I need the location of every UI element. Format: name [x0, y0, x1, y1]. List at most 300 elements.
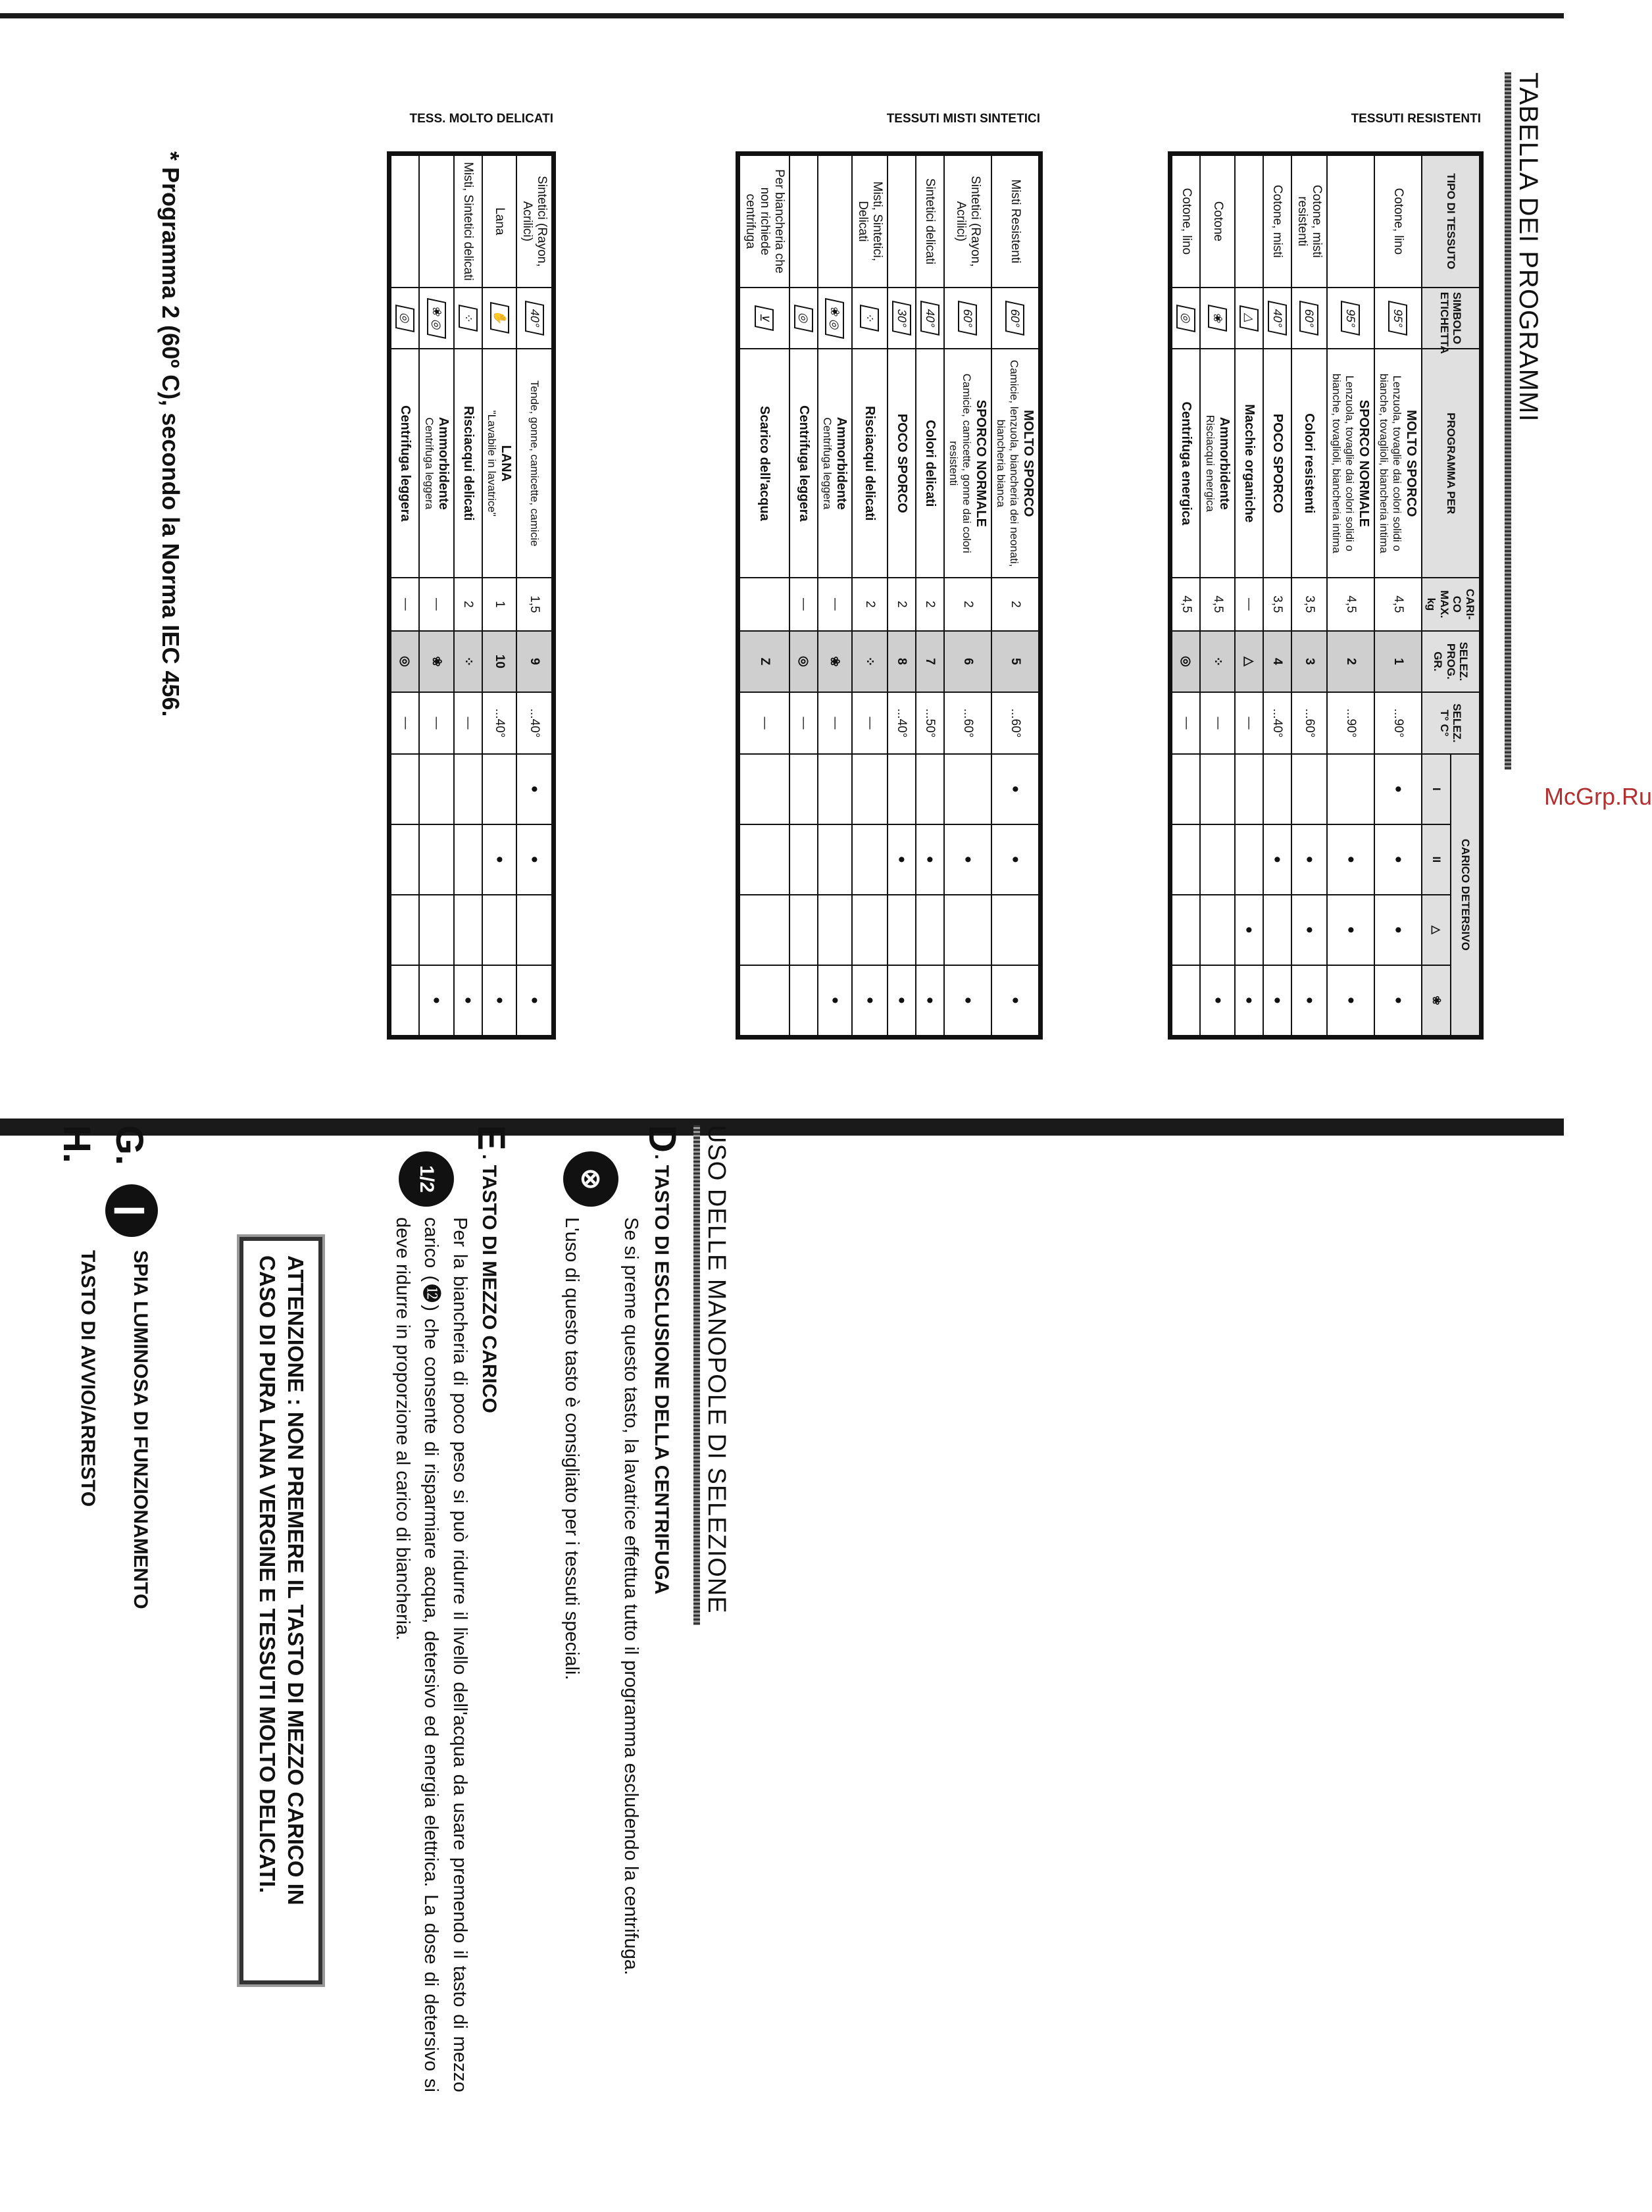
fabric-type-cell: Sintetici (Rayon, Acrilici) — [516, 155, 552, 288]
program-number-cell: ⁘ — [852, 631, 888, 693]
wash-symbol-icon: 40° — [1268, 301, 1287, 336]
program-title: SPORCO NORMALE — [973, 399, 988, 527]
wash-symbol-icon: 95° — [1341, 301, 1360, 336]
wash-symbol-icon: 60° — [958, 301, 977, 336]
fabric-type-cell: Sintetici delicati — [916, 155, 944, 288]
detergent-mark: ● — [482, 965, 517, 1036]
detergent-mark — [818, 754, 853, 824]
program-number-cell: 3 — [1291, 631, 1327, 693]
detergent-mark — [852, 754, 888, 824]
wash-symbol-icon: ◎ — [1176, 305, 1195, 332]
program-description: "Lavabile in lavatrice" — [486, 410, 499, 516]
detergent-mark — [739, 824, 789, 895]
detergent-mark: ● — [1200, 965, 1235, 1036]
wash-symbol-icon: ◎ — [395, 305, 414, 332]
max-load-cell: — — [789, 578, 818, 630]
label-symbol-cell — [1263, 288, 1291, 349]
max-load-cell: 2 — [916, 578, 944, 630]
section-label: TESSUTI MISTI SINTETICI — [886, 112, 1040, 126]
fabric-type-cell — [888, 155, 916, 288]
detergent-mark — [1263, 895, 1291, 965]
section-h-letter: H. — [55, 1125, 98, 1163]
table-row — [1172, 155, 1200, 1036]
wash-symbol-icon: 60° — [1005, 301, 1024, 336]
table-row — [944, 155, 991, 1036]
program-number-cell: 6 — [944, 631, 991, 693]
max-load-cell: 4,5 — [1200, 578, 1235, 630]
temperature-cell: ...90° — [1374, 692, 1422, 754]
table-row — [818, 155, 853, 1036]
detergent-mark — [789, 965, 818, 1036]
temperature-cell: ...40° — [1263, 692, 1291, 754]
programs-title: TABELLA DEI PROGRAMMI — [1514, 72, 1543, 422]
temperature-cell: — — [818, 692, 853, 754]
detergent-mark: ● — [1327, 895, 1374, 965]
detergent-mark: ● — [991, 754, 1039, 824]
program-number-cell: 10 — [482, 631, 517, 693]
detergent-mark — [739, 895, 789, 965]
detergent-mark: ● — [916, 965, 944, 1036]
temperature-cell: ...40° — [516, 692, 552, 754]
detergent-mark — [1200, 895, 1235, 965]
detergent-mark — [1235, 824, 1263, 895]
fabric-type-cell — [1235, 155, 1263, 288]
wash-symbol-icon: 95° — [1388, 301, 1407, 336]
table-row — [739, 155, 789, 1036]
title-underline — [1505, 72, 1511, 770]
program-cell — [454, 349, 482, 578]
program-cell — [1172, 349, 1200, 578]
temperature-cell: — — [789, 692, 818, 754]
detergent-mark — [419, 824, 454, 895]
program-cell — [818, 349, 853, 578]
table-row — [454, 155, 482, 1036]
program-number-cell: 9 — [516, 631, 552, 693]
detergent-mark: ● — [1374, 895, 1422, 965]
program-cell — [888, 349, 916, 578]
program-description: Tende, gonne, camicette, camicie — [528, 380, 541, 547]
temperature-cell: — — [1172, 692, 1200, 754]
temperature-cell: ...40° — [888, 692, 916, 754]
section-g-letter: G. — [108, 1125, 151, 1166]
max-load-cell: 3,5 — [1263, 578, 1291, 630]
detergent-mark: ● — [1291, 965, 1327, 1036]
table-header: ❀ — [1422, 965, 1451, 1036]
detergent-mark: ● — [1374, 824, 1422, 895]
detergent-mark — [454, 754, 482, 824]
program-cell — [419, 349, 454, 578]
max-load-cell: — — [1235, 578, 1263, 630]
wash-symbol-icon: ❀ ◎ — [825, 298, 844, 339]
selector-page — [0, 1125, 730, 2099]
detergent-mark — [1291, 754, 1327, 824]
detergent-mark: ● — [516, 754, 552, 824]
label-symbol-cell — [419, 288, 454, 349]
wash-symbol-icon: ◎ — [794, 305, 813, 332]
max-load-cell: 2 — [852, 578, 888, 630]
program-number-cell: 4 — [1263, 631, 1291, 693]
program-number-cell: ⁘ — [1200, 631, 1235, 693]
program-description: Camicie, camicette, gonne dai colori resistenti — [947, 373, 973, 553]
table-header: CARI-CO MAX. kg — [1422, 578, 1480, 630]
footnote: * Programma 2 (60º C), secondo la Norma IEC 456. — [157, 151, 184, 717]
program-title: Scarico dell'acqua — [757, 405, 772, 521]
program-title: POCO SPORCO — [894, 413, 909, 513]
detergent-mark: ● — [419, 965, 454, 1036]
fabric-type-cell: Cotone — [1200, 155, 1235, 288]
table-header: SELEZ. T° C° — [1422, 692, 1480, 754]
temperature-cell: — — [1235, 692, 1263, 754]
wash-symbol-icon: ✋ — [490, 302, 509, 334]
programs-page — [148, 72, 1652, 1046]
section-e-letter: E — [470, 1125, 513, 1151]
temperature-cell: ...60° — [1291, 692, 1327, 754]
program-number-cell: Z — [739, 631, 789, 693]
fabric-type-cell — [419, 155, 454, 288]
program-number-cell: △ — [1235, 631, 1263, 693]
program-cell — [739, 349, 789, 578]
detergent-mark: ● — [1235, 895, 1263, 965]
program-description: Lenzuola, tovaglie dai colori solidi o bianche, tovaglioli, biancheria intima — [1330, 373, 1356, 553]
temperature-cell: ...50° — [916, 692, 944, 754]
temperature-cell: ...90° — [1327, 692, 1374, 754]
fabric-type-cell: Misti, Sintetici, Delicati — [852, 155, 888, 288]
fabric-type-cell: Lana — [482, 155, 517, 288]
program-description: Centrifuga leggera — [422, 417, 436, 510]
program-title: Centrifuga leggera — [398, 405, 413, 522]
watermark: McGrp.Ru — [1544, 783, 1652, 810]
section-g-title: SPIA LUMINOSA DI FUNZIONAMENTO — [130, 1250, 151, 1609]
wash-symbol-icon: 40° — [920, 301, 939, 336]
table-row — [991, 155, 1039, 1036]
program-cell — [1263, 349, 1291, 578]
max-load-cell: 2 — [888, 578, 916, 630]
max-load-cell: 3,5 — [1291, 578, 1327, 630]
program-cell — [1291, 349, 1327, 578]
detergent-mark: ● — [944, 965, 991, 1036]
detergent-mark — [916, 754, 944, 824]
section-e-body: Per la biancheria di poco peso si può ridurre il livello dell'acqua da usare premendo il tasto di mezzo carico (⓬) che consente di risparmiare acqua, detersivo ed energia elettrica. La dose di detersivo si deve ridurre in proporzione al carico di biancheria. — [392, 1217, 470, 2092]
program-number-cell: ⁘ — [454, 631, 482, 693]
temperature-cell: ...40° — [482, 692, 517, 754]
detergent-mark: ● — [1291, 895, 1327, 965]
label-symbol-cell — [789, 288, 818, 349]
wash-symbol-icon: ⊻ — [755, 305, 774, 331]
program-description: Camicie, lenzuola, biancheria dei neonati, biancheria bianca — [995, 359, 1020, 567]
label-symbol-cell — [454, 288, 482, 349]
label-symbol-cell — [916, 288, 944, 349]
program-section-2 — [387, 151, 556, 1040]
program-number-cell: 1 — [1374, 631, 1422, 693]
detergent-mark — [454, 824, 482, 895]
detergent-mark — [944, 895, 991, 965]
table-row — [1200, 155, 1235, 1036]
label-symbol-cell — [739, 288, 789, 349]
fabric-type-cell — [818, 155, 853, 288]
program-number-cell: 2 — [1327, 631, 1374, 693]
detergent-mark — [818, 895, 853, 965]
wash-symbol-icon: 60° — [1299, 301, 1318, 336]
detergent-mark: ● — [482, 824, 517, 895]
wash-symbol-icon: ❀ ◎ — [427, 298, 446, 339]
label-symbol-cell — [852, 288, 888, 349]
program-title: MOLTO SPORCO — [1021, 409, 1036, 517]
detergent-mark: ● — [818, 965, 853, 1036]
detergent-mark — [391, 965, 419, 1036]
label-symbol-cell — [1235, 288, 1263, 349]
label-symbol-cell — [1374, 288, 1422, 349]
program-cell — [482, 349, 517, 578]
detergent-mark — [888, 754, 916, 824]
program-title: SPORCO NORMALE — [1356, 399, 1371, 527]
fabric-type-cell: Cotone, misti — [1263, 155, 1291, 288]
detergent-mark: ● — [1263, 824, 1291, 895]
fabric-type-cell: Misti Resistenti — [991, 155, 1039, 288]
max-load-cell: 1 — [482, 578, 517, 630]
section-d-letter: D — [641, 1125, 684, 1153]
detergent-mark — [1200, 754, 1235, 824]
detergent-mark: ● — [991, 824, 1039, 895]
program-number-cell: ◎ — [1172, 631, 1200, 693]
detergent-mark — [991, 895, 1039, 965]
label-symbol-cell — [944, 288, 991, 349]
temperature-cell: — — [419, 692, 454, 754]
table-row — [516, 155, 552, 1036]
fabric-type-cell: Sintetici (Rayon, Acrilici) — [944, 155, 991, 288]
temperature-cell: ...60° — [944, 692, 991, 754]
detergent-mark — [739, 965, 789, 1036]
table-row — [852, 155, 888, 1036]
max-load-cell: 2 — [944, 578, 991, 630]
max-load-cell: — — [391, 578, 419, 630]
detergent-mark — [888, 895, 916, 965]
table-header: TIPO DI TESSUTO — [1422, 155, 1480, 288]
table-header: II — [1422, 824, 1451, 895]
program-title: LANA — [499, 445, 514, 482]
detergent-mark: ● — [1235, 965, 1263, 1036]
detergent-mark: ● — [1327, 965, 1374, 1036]
section-d-note: L'uso di questo tasto è consigliato per i tessuti speciali. — [561, 1217, 582, 1680]
detergent-mark: ● — [852, 965, 888, 1036]
detergent-mark — [391, 754, 419, 824]
label-symbol-cell — [516, 288, 552, 349]
program-title: Ammorbidente — [834, 416, 849, 510]
program-number-cell: ❀ — [419, 631, 454, 693]
program-number-cell: ❀ — [818, 631, 853, 693]
program-title: Colori resistenti — [1302, 413, 1317, 514]
temperature-cell: — — [391, 692, 419, 754]
fabric-type-cell: Cotone, misti resistenti — [1291, 155, 1327, 288]
program-description: Risciacqui energica — [1203, 415, 1216, 512]
detergent-mark — [391, 824, 419, 895]
program-title: Centrifuga leggera — [796, 405, 811, 522]
detergent-mark: ● — [1374, 965, 1422, 1036]
detergent-mark — [789, 895, 818, 965]
detergent-mark — [482, 754, 517, 824]
temperature-cell: ...60° — [991, 692, 1039, 754]
program-cell — [991, 349, 1039, 578]
detergent-mark: ● — [888, 824, 916, 895]
max-load-cell: 2 — [991, 578, 1039, 630]
fabric-type-cell — [1327, 155, 1374, 288]
detergent-mark — [1263, 754, 1291, 824]
fabric-type-cell: Misti, Sintetici delicati — [454, 155, 482, 288]
table-row — [1263, 155, 1291, 1036]
program-cell — [1200, 349, 1235, 578]
section-d-title: . TASTO DI ESCLUSIONE DELLA CENTRIFUGA — [651, 1154, 672, 1595]
table-header: SIMBOLO ETICHETTA — [1422, 288, 1480, 349]
label-symbol-cell — [1327, 288, 1374, 349]
label-symbol-cell — [1172, 288, 1200, 349]
max-load-cell: 1,5 — [516, 578, 552, 630]
section-e-title: . TASTO DI MEZZO CARICO — [478, 1154, 500, 1413]
table-row — [419, 155, 454, 1036]
detergent-mark — [391, 895, 419, 965]
program-cell — [1327, 349, 1374, 578]
program-cell — [391, 349, 419, 578]
wash-symbol-icon: ❀ — [1208, 305, 1227, 332]
detergent-mark: ● — [1327, 824, 1374, 895]
detergent-mark — [419, 754, 454, 824]
detergent-mark: ● — [454, 965, 482, 1036]
fabric-type-cell: Cotone, lino — [1374, 155, 1422, 288]
detergent-mark: ● — [888, 965, 916, 1036]
detergent-mark — [1200, 824, 1235, 895]
max-load-cell: — — [419, 578, 454, 630]
program-cell — [1235, 349, 1263, 578]
temperature-cell: — — [454, 692, 482, 754]
detergent-mark — [454, 895, 482, 965]
detergent-mark: ● — [516, 965, 552, 1036]
label-symbol-cell — [888, 288, 916, 349]
program-number-cell: 7 — [916, 631, 944, 693]
fabric-type-cell: Per biancheria che non richiede centrifuga — [739, 155, 789, 288]
temperature-cell: — — [852, 692, 888, 754]
program-section-0 — [1168, 151, 1484, 1040]
wash-symbol-icon: 30° — [892, 301, 911, 336]
section-h-title: TASTO DI AVVIO/ARRESTO — [77, 1250, 99, 1507]
detergent-mark — [739, 754, 789, 824]
program-title: POCO SPORCO — [1270, 413, 1285, 513]
max-load-cell — [739, 578, 789, 630]
max-load-cell: 4,5 — [1172, 578, 1200, 630]
table-row — [888, 155, 916, 1036]
table-row — [1327, 155, 1374, 1036]
warning-box: ATTENZIONE : NON PREMERE IL TASTO DI MEZZO CARICO IN CASO DI PURA LANA VERGINE E TESSUTI MOLTO DELICATI. — [239, 1237, 322, 1984]
spin-exclusion-icon: ⊗ — [563, 1151, 618, 1207]
max-load-cell: 2 — [454, 578, 482, 630]
program-title: Risciacqui delicati — [863, 406, 878, 521]
temperature-cell: — — [1200, 692, 1235, 754]
selector-title: USO DELLE MANOPOLE DI SELEZIONE — [703, 1125, 730, 1614]
section-label: TESS. MOLTO DELICATI — [409, 112, 553, 126]
wash-symbol-icon: ⁘ — [459, 305, 478, 332]
program-number-cell: ◎ — [391, 631, 419, 693]
detergent-mark — [1172, 965, 1200, 1036]
fabric-type-cell — [391, 155, 419, 288]
detergent-mark: ● — [1263, 965, 1291, 1036]
program-number-cell: 8 — [888, 631, 916, 693]
section-label: TESSUTI RESISTENTI — [1351, 112, 1481, 126]
wash-symbol-icon: ⁘ — [860, 305, 879, 332]
scan-top-bar — [0, 13, 1564, 18]
table-header: SELEZ. PROG. GR. — [1422, 631, 1480, 693]
program-title: Colori delicati — [922, 420, 938, 507]
program-number-cell: 5 — [991, 631, 1039, 693]
indicator-light-icon: ❙ — [105, 1184, 158, 1237]
detergent-mark: ● — [1291, 824, 1327, 895]
detergent-mark — [789, 824, 818, 895]
label-symbol-cell — [391, 288, 419, 349]
fabric-type-cell — [789, 155, 818, 288]
program-cell — [944, 349, 991, 578]
max-load-cell: 4,5 — [1327, 578, 1374, 630]
program-cell — [916, 349, 944, 578]
table-header: I — [1422, 754, 1451, 824]
detergent-mark — [852, 824, 888, 895]
program-description: Centrifuga leggera — [821, 417, 834, 510]
detergent-mark — [1172, 754, 1200, 824]
program-cell — [516, 349, 552, 578]
table-row — [789, 155, 818, 1036]
table-row — [391, 155, 419, 1036]
table-row — [1291, 155, 1327, 1036]
table-header: △ — [1422, 895, 1451, 965]
detergent-mark — [1235, 754, 1263, 824]
max-load-cell: 4,5 — [1374, 578, 1422, 630]
table-row — [482, 155, 517, 1036]
program-cell — [1374, 349, 1422, 578]
fabric-type-cell: Cotone, lino — [1172, 155, 1200, 288]
detergent-mark — [789, 754, 818, 824]
program-cell — [789, 349, 818, 578]
program-number-cell: ◎ — [789, 631, 818, 693]
detergent-mark — [419, 895, 454, 965]
detergent-mark — [482, 895, 517, 965]
table-row — [1235, 155, 1263, 1036]
program-title: Macchie organiche — [1241, 404, 1257, 523]
label-symbol-cell — [1200, 288, 1235, 349]
detergent-mark — [516, 895, 552, 965]
program-title: Risciacqui delicati — [461, 406, 476, 521]
wash-symbol-icon: △ — [1239, 305, 1259, 332]
detergent-mark — [916, 895, 944, 965]
table-header: PROGRAMMA PER — [1422, 349, 1480, 578]
selector-title-underline — [693, 1125, 700, 1625]
program-description: Lenzuola, tovaglie dai colori solidi o bianche, tovaglioli, biancheria intima — [1378, 373, 1403, 553]
label-symbol-cell — [482, 288, 517, 349]
label-symbol-cell — [1291, 288, 1327, 349]
half-load-icon: 1/2 — [399, 1151, 454, 1207]
table-row — [916, 155, 944, 1036]
program-title: MOLTO SPORCO — [1403, 409, 1418, 517]
detergent-mark — [1172, 895, 1200, 965]
program-title: Ammorbidente — [1216, 416, 1232, 510]
section-d-body: Se si preme questo tasto, la lavatrice effettua tutto il programma escludendo la centrifuga. — [620, 1217, 641, 1976]
detergent-mark: ● — [516, 824, 552, 895]
detergent-mark: ● — [991, 965, 1039, 1036]
label-symbol-cell — [818, 288, 853, 349]
program-title: Centrifuga energica — [1179, 401, 1194, 526]
wash-symbol-icon: 40° — [525, 301, 544, 336]
temperature-cell: — — [739, 692, 789, 754]
label-symbol-cell — [991, 288, 1039, 349]
detergent-mark: ● — [1374, 754, 1422, 824]
program-title: Ammorbidente — [436, 416, 451, 510]
program-section-1 — [736, 151, 1043, 1040]
max-load-cell: — — [818, 578, 853, 630]
detergent-mark — [1172, 824, 1200, 895]
